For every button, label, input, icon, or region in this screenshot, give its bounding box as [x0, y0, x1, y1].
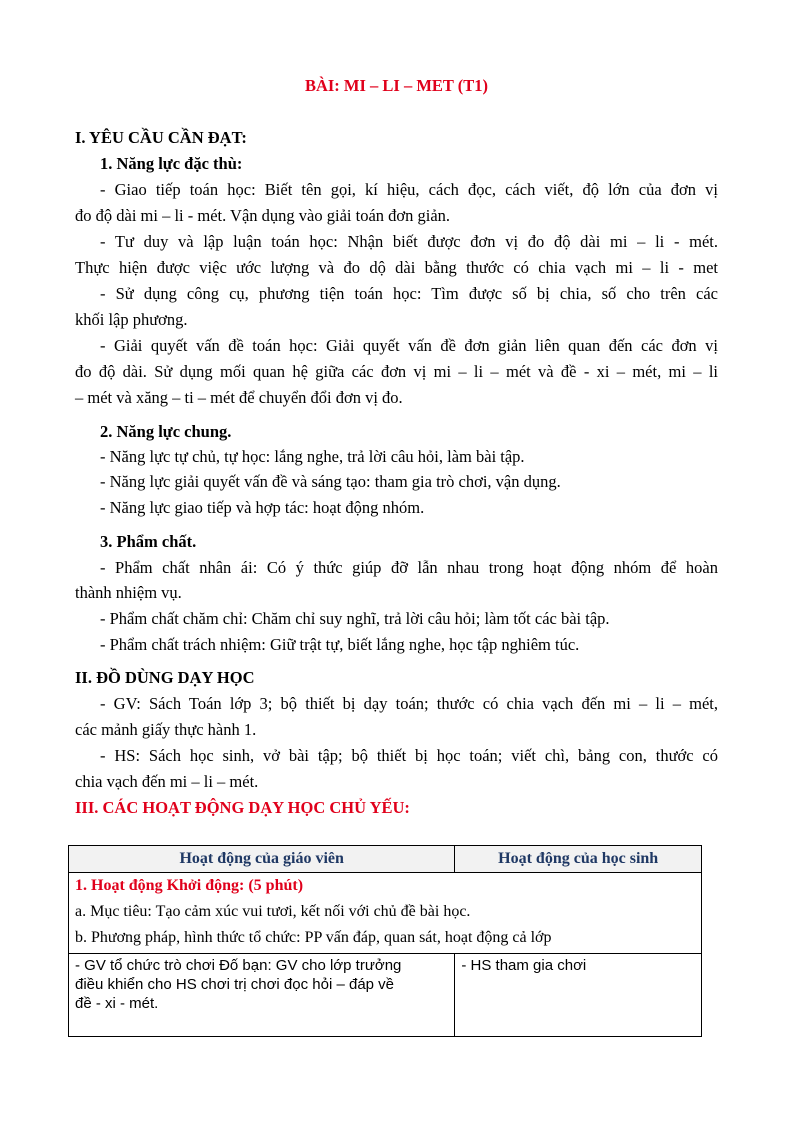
paragraph-line: – mét và xăng – ti – mét để chuyển đổi đơn vị đo.: [75, 388, 403, 407]
paragraph-line: - Năng lực tự chủ, tự học: lắng nghe, trả lời câu hỏi, làm bài tập.: [100, 447, 525, 466]
paragraph-line: - Năng lực giao tiếp và hợp tác: hoạt động nhóm.: [100, 498, 425, 517]
paragraph-line: - Giải quyết vấn đề toán học: Giải quyết vấn đề đơn giản liên quan đến các đơn vị: [100, 336, 718, 355]
table-row: [69, 954, 702, 1037]
section-heading-materials: II. ĐỒ DÙNG DẠY HỌC: [75, 668, 255, 687]
cell-line: điều khiển cho HS chơi trị chơi đọc hỏi – đáp về: [75, 976, 395, 993]
paragraph-line: - Sử dụng công cụ, phương tiện toán học: Tìm được số bị chia, số cho trên các: [100, 284, 718, 303]
table-header-row: [69, 846, 702, 873]
paragraph-line: - Năng lực giải quyết vấn đề và sáng tạo: tham gia trò chơi, vận dụng.: [100, 472, 561, 491]
paragraph-line: - Phẩm chất chăm chỉ: Chăm chỉ suy nghĩ, trả lời câu hỏi; làm tốt các bài tập.: [100, 609, 610, 628]
page-title: BÀI: MI – LI – MET (T1): [304, 76, 489, 95]
paragraph-line: - Giao tiếp toán học: Biết tên gọi, kí hiệu, cách đọc, cách viết, độ lớn của đơn vị: [100, 180, 718, 199]
paragraph-line: đo độ dài mi – li - mét. Vận dụng vào giải toán đơn giản.: [75, 206, 451, 225]
subheading-general-competence: 2. Năng lực chung.: [100, 422, 232, 441]
cell-line: - GV tổ chức trò chơi Đố bạn: GV cho lớp trưởng: [75, 957, 402, 974]
paragraph-line: các mảnh giấy thực hành 1.: [75, 720, 257, 739]
student-activity-cell: [455, 954, 702, 1037]
header-student-activity: Hoạt động của học sinh: [455, 846, 702, 873]
subheading-specific-competence: 1. Năng lực đặc thù:: [100, 154, 243, 173]
paragraph-line: - GV: Sách Toán lớp 3; bộ thiết bị dạy toán; thước có chia vạch đến mi – li – mét,: [100, 694, 718, 713]
paragraph-line: thành nhiệm vụ.: [75, 583, 182, 602]
paragraph-line: - Phẩm chất trách nhiệm: Giữ trật tự, biết lắng nghe, học tập nghiêm túc.: [100, 635, 580, 654]
paragraph-line: khối lập phương.: [75, 310, 188, 329]
activities-table: [68, 845, 702, 1037]
cell-line: đề - xi - mét.: [75, 995, 159, 1012]
activity1-method: b. Phương pháp, hình thức tổ chức: PP vấn đáp, quan sát, hoạt động cả lớp: [75, 929, 552, 946]
activity1-goal: a. Mục tiêu: Tạo cảm xúc vui tươi, kết nối với chủ đề bài học.: [75, 903, 471, 920]
paragraph-line: - HS: Sách học sinh, vở bài tập; bộ thiết bị học toán; viết chì, bảng con, thước có: [100, 746, 718, 765]
subheading-qualities: 3. Phẩm chất.: [100, 532, 197, 551]
activity1-title: 1. Hoạt động Khởi động: (5 phút): [75, 877, 304, 894]
paragraph-line: - Phẩm chất nhân ái: Có ý thức giúp đỡ lẫn nhau trong hoạt động nhóm để hoàn: [100, 558, 718, 577]
paragraph-line: Thực hiện được việc ước lượng và đo dộ dài bằng thước có chia vạch mi – li - met: [75, 258, 718, 277]
teacher-activity-cell: [69, 954, 455, 1037]
header-teacher-activity: Hoạt động của giáo viên: [69, 846, 455, 873]
activity1-info-cell: [69, 873, 702, 954]
paragraph-line: đo độ dài. Sử dụng mối quan hệ giữa các đơn vị mi – li – mét và đề - xi – mét, mi – li: [75, 362, 718, 381]
paragraph-line: chia vạch đến mi – li – mét.: [75, 772, 259, 791]
section-heading-activities: III. CÁC HOẠT ĐỘNG DẠY HỌC CHỦ YẾU:: [75, 798, 410, 817]
cell-line: - HS tham gia chơi: [461, 957, 587, 974]
table-row: [69, 873, 702, 954]
paragraph-line: - Tư duy và lập luận toán học: Nhận biết được đơn vị đo độ dài mi – li - mét.: [100, 232, 718, 251]
section-heading-requirements: I. YÊU CẦU CẦN ĐẠT:: [75, 128, 247, 147]
